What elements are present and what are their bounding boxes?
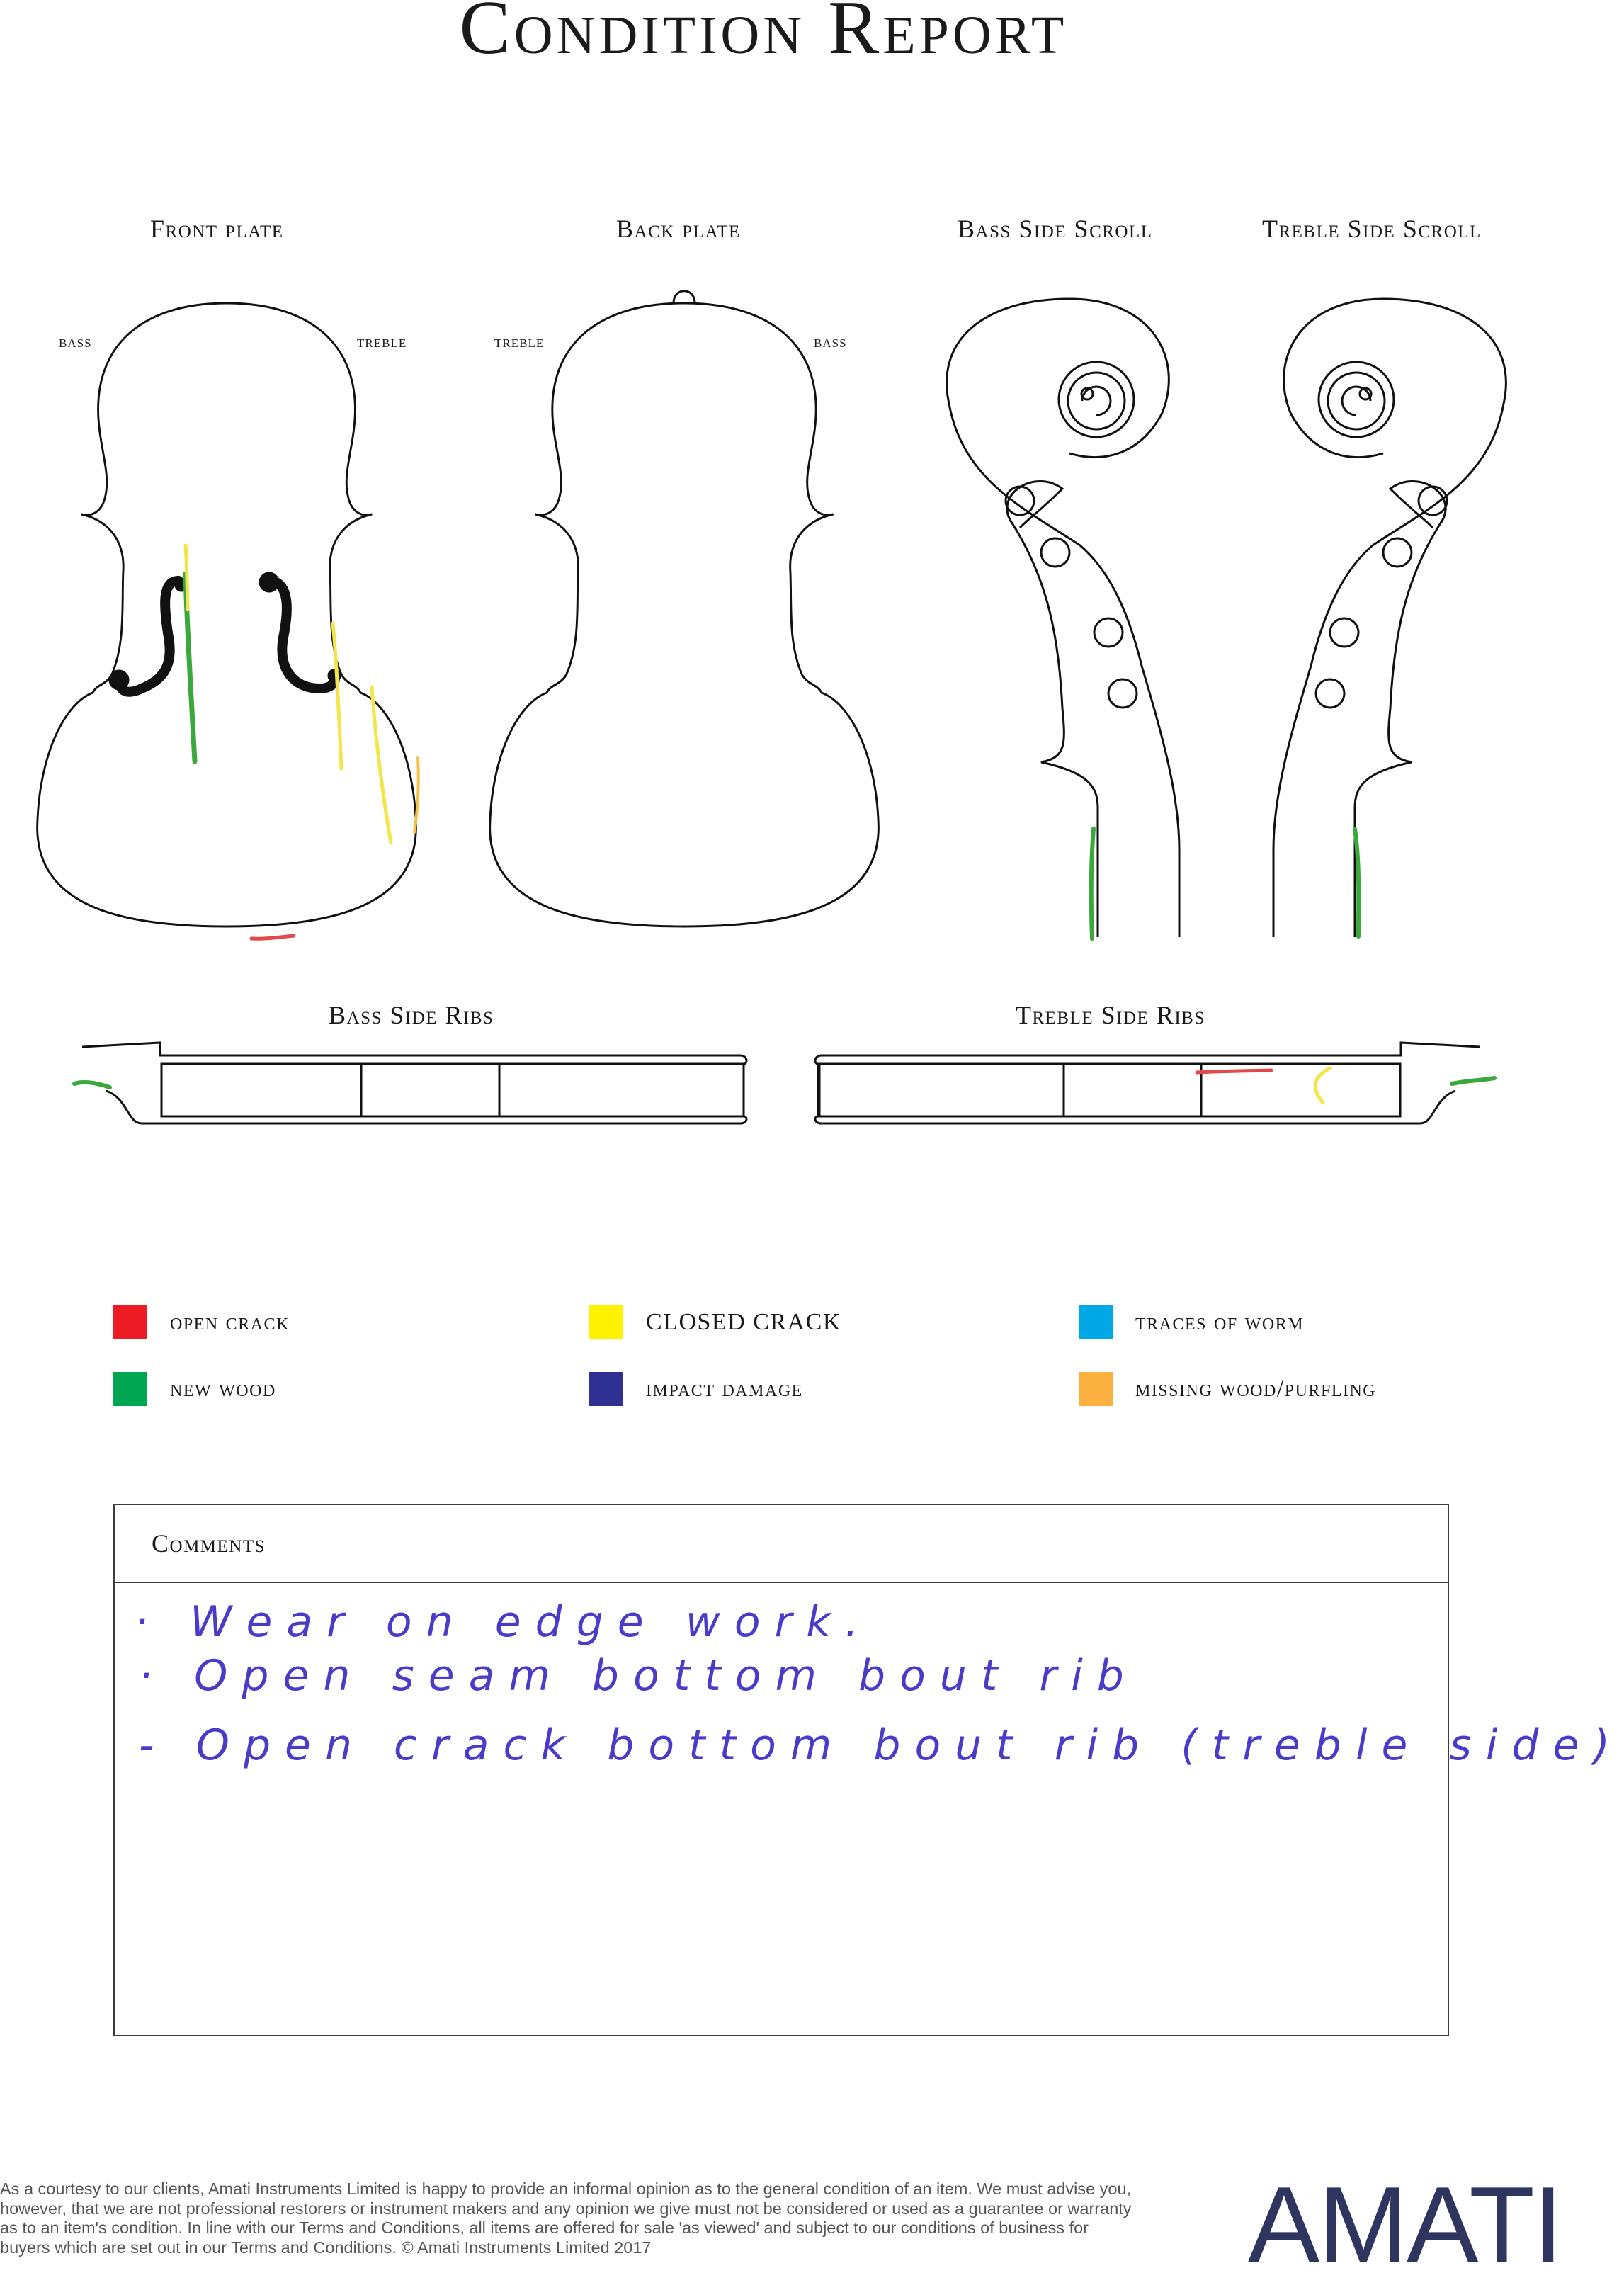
bass-side-scroll-outline [947, 299, 1179, 937]
back-plate-outline [490, 291, 879, 926]
open-crack-mark [251, 936, 294, 939]
legend-label: impact damage [646, 1376, 803, 1402]
front-damage-marks [186, 545, 419, 939]
new-wood-swatch [113, 1372, 147, 1406]
legend-item-closed-crack [589, 1305, 841, 1340]
disclaimer-text: As a courtesy to our clients, Amati Instruments Limited is happy to provide an informal opinion as to the general condition of an item. We must advise you, however, that we are not professional restorers or instrument makers and any opinion we give must not be considered or used as a guarantee or warranty as to an item's condition. In line with our Terms and Conditions, all items are offered for sale 'as viewed' and subject to our conditions of business for buyers which are set out in our Terms and Conditions. © Amati Instruments Limited 2017 [0, 2179, 1132, 2257]
legend-label: CLOSED CRACK [646, 1309, 841, 1335]
missing-wood-swatch [1079, 1372, 1113, 1406]
legend-label: open crack [170, 1309, 290, 1335]
open-crack-swatch [113, 1305, 147, 1339]
closed-crack-mark [1315, 1068, 1330, 1103]
closed-crack-mark [372, 687, 391, 843]
bass-side-scroll-label: Bass Side Scroll [958, 215, 1153, 243]
instrument-diagrams [0, 0, 1527, 1162]
bass-ribs-damage [74, 1082, 110, 1087]
bass-scroll-damage [1091, 829, 1094, 939]
amati-logo: AMATI [1248, 2165, 1562, 2285]
legend-label: missing wood/purfling [1135, 1376, 1377, 1402]
back-bass-label: bass [814, 333, 847, 351]
front-plate-outline [38, 303, 416, 926]
legend-item-missing-wood [1079, 1371, 1376, 1407]
open-crack-mark [1197, 1070, 1271, 1072]
treble-side-ribs-label: Treble Side Ribs [1016, 1001, 1205, 1029]
comment-line: · Wear on edge work. [135, 1597, 873, 1647]
back-treble-label: treble [494, 333, 545, 351]
legend-label: traces of worm [1135, 1309, 1305, 1335]
treble-ribs-damage [1197, 1068, 1494, 1103]
missing-wood-mark [414, 758, 419, 832]
closed-crack-mark [186, 545, 188, 609]
treble-side-ribs-outline [815, 1043, 1480, 1123]
comment-line: · Open seam bottom bout rib [139, 1651, 1138, 1701]
front-f-holes [109, 572, 341, 692]
comments-box [113, 1504, 1624, 2036]
bass-side-ribs-label: Bass Side Ribs [329, 1001, 494, 1029]
treble-side-scroll-label: Treble Side Scroll [1262, 215, 1482, 243]
legend-item-new-wood [113, 1371, 276, 1407]
back-plate-label: Back plate [616, 215, 741, 243]
treble-side-scroll-outline [1273, 299, 1506, 937]
closed-crack-swatch [589, 1305, 623, 1339]
front-treble-label: treble [357, 333, 407, 351]
closed-crack-mark [333, 623, 341, 769]
impact-damage-swatch [589, 1372, 623, 1406]
bass-side-ribs-outline [82, 1043, 746, 1123]
legend-item-open-crack [113, 1305, 290, 1340]
legend-item-impact-damage [589, 1371, 803, 1407]
legend-label: new wood [170, 1376, 276, 1402]
new-wood-mark [1452, 1078, 1494, 1084]
traces-of-worm-swatch [1079, 1305, 1113, 1339]
page-title: Condition Report [459, 0, 1068, 70]
comment-line: - Open crack bottom bout rib (treble side) [139, 1720, 1624, 1770]
front-plate-label: Front plate [150, 215, 284, 243]
legend-item-traces-of-worm [1079, 1305, 1304, 1340]
front-bass-label: bass [59, 333, 92, 351]
comments-heading: Comments [115, 1505, 1448, 1583]
